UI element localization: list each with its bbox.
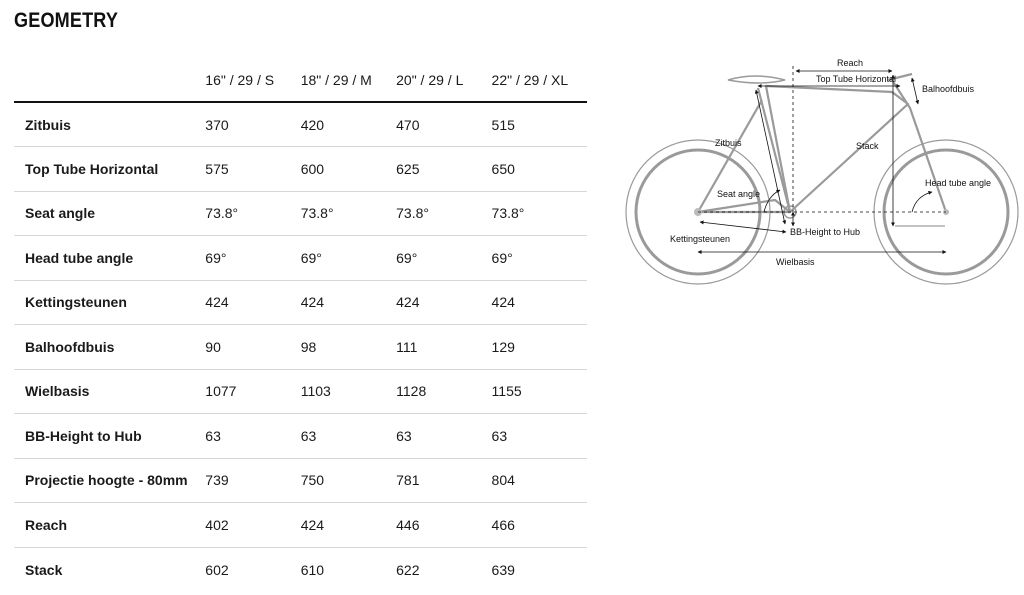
head-tube-angle-label: Head tube angle xyxy=(925,178,992,188)
bb-height-label: BB-Height to Hub xyxy=(790,227,861,237)
bike-geometry-diagram xyxy=(620,52,1024,292)
cell-value: 1155 xyxy=(491,383,522,400)
column-header-size-l: 20" / 29 / L xyxy=(396,59,491,102)
row-label: Top Tube Horizontal xyxy=(25,160,159,177)
top-tube-label: Top Tube Horizontal xyxy=(816,74,897,84)
cell-value: 639 xyxy=(491,561,515,578)
row-label: Zitbuis xyxy=(25,116,71,133)
table-row xyxy=(14,147,587,192)
column-header-size-m: 18" / 29 / M xyxy=(301,59,396,102)
kettingsteunen-label: Kettingsteunen xyxy=(670,234,731,244)
column-header-label xyxy=(14,59,205,102)
cell-value: 804 xyxy=(491,472,515,489)
cell-value: 420 xyxy=(300,116,325,133)
column-header-size-xl: 22" / 29 / XL xyxy=(492,59,587,102)
geometry-table xyxy=(14,59,587,592)
cell-value: 63 xyxy=(205,427,221,444)
cell-value: 424 xyxy=(205,294,229,311)
table-header-row xyxy=(14,59,587,102)
cell-value: 1077 xyxy=(205,383,237,400)
table-row xyxy=(14,369,587,414)
table-row xyxy=(14,458,587,503)
cell-value: 1128 xyxy=(396,383,427,400)
table-row xyxy=(14,280,587,325)
row-label: Reach xyxy=(25,516,68,533)
row-label: Wielbasis xyxy=(25,383,90,400)
cell-value: 1103 xyxy=(300,383,331,400)
row-label: Stack xyxy=(25,561,63,578)
table-row xyxy=(14,503,587,548)
table-row xyxy=(14,547,587,592)
cell-value: 424 xyxy=(300,294,325,311)
row-label: Kettingsteunen xyxy=(25,294,127,311)
cell-value: 739 xyxy=(205,472,229,489)
cell-value: 69° xyxy=(300,249,322,266)
cell-value: 600 xyxy=(300,160,325,177)
cell-value: 129 xyxy=(491,338,515,355)
seat-angle-label: Seat angle xyxy=(717,189,761,199)
row-label: BB-Height to Hub xyxy=(25,427,142,444)
row-label: Seat angle xyxy=(25,205,96,222)
cell-value: 98 xyxy=(300,338,317,355)
cell-value: 63 xyxy=(300,427,317,444)
saddle xyxy=(728,76,785,83)
cell-value: 602 xyxy=(205,561,229,578)
zitbuis-label: Zitbuis xyxy=(715,138,742,148)
measurement-lines xyxy=(698,66,946,252)
cell-value: 63 xyxy=(491,427,508,444)
cell-value: 446 xyxy=(396,516,420,533)
reach-label: Reach xyxy=(837,58,864,68)
row-label: Projectie hoogte - 80mm xyxy=(25,472,188,489)
cell-value: 111 xyxy=(396,338,418,355)
balhoofdbuis-label: Balhoofdbuis xyxy=(922,84,975,94)
cell-value: 69° xyxy=(396,249,418,266)
cell-value: 515 xyxy=(491,116,515,133)
cell-value: 73.8° xyxy=(396,205,429,222)
page-title: GEOMETRY xyxy=(14,9,119,32)
cell-value: 424 xyxy=(300,516,325,533)
wielbasis-label: Wielbasis xyxy=(776,257,815,267)
head-tube-angle-arc xyxy=(912,192,932,212)
table-row xyxy=(14,236,587,281)
balhoofdbuis-arrow xyxy=(912,78,918,104)
cell-value: 402 xyxy=(205,516,229,533)
cell-value: 424 xyxy=(396,294,420,311)
table-row xyxy=(14,191,587,236)
cell-value: 470 xyxy=(396,116,420,133)
cell-value: 781 xyxy=(396,472,420,489)
cell-value: 73.8° xyxy=(205,205,239,222)
cell-value: 370 xyxy=(205,116,229,133)
table-row xyxy=(14,325,587,370)
stack-label: Stack xyxy=(856,141,879,151)
cell-value: 90 xyxy=(205,338,221,355)
cell-value: 69° xyxy=(205,249,227,266)
table-row xyxy=(14,102,587,147)
cell-value: 610 xyxy=(300,561,325,578)
cell-value: 625 xyxy=(396,160,420,177)
table-row xyxy=(14,414,587,459)
kettingsteunen-arrow xyxy=(700,222,786,232)
cell-value: 424 xyxy=(491,294,515,311)
cell-value: 73.8° xyxy=(491,205,525,222)
cell-value: 750 xyxy=(300,472,325,489)
cell-value: 63 xyxy=(396,427,412,444)
cell-value: 622 xyxy=(396,561,420,578)
cell-value: 650 xyxy=(491,160,515,177)
cell-value: 69° xyxy=(491,249,513,266)
cell-value: 73.8° xyxy=(300,205,334,222)
column-header-size-s: 16" / 29 / S xyxy=(205,59,300,102)
row-label: Balhoofdbuis xyxy=(25,338,115,355)
cell-value: 466 xyxy=(491,516,515,533)
cell-value: 575 xyxy=(205,160,229,177)
row-label: Head tube angle xyxy=(25,249,134,266)
